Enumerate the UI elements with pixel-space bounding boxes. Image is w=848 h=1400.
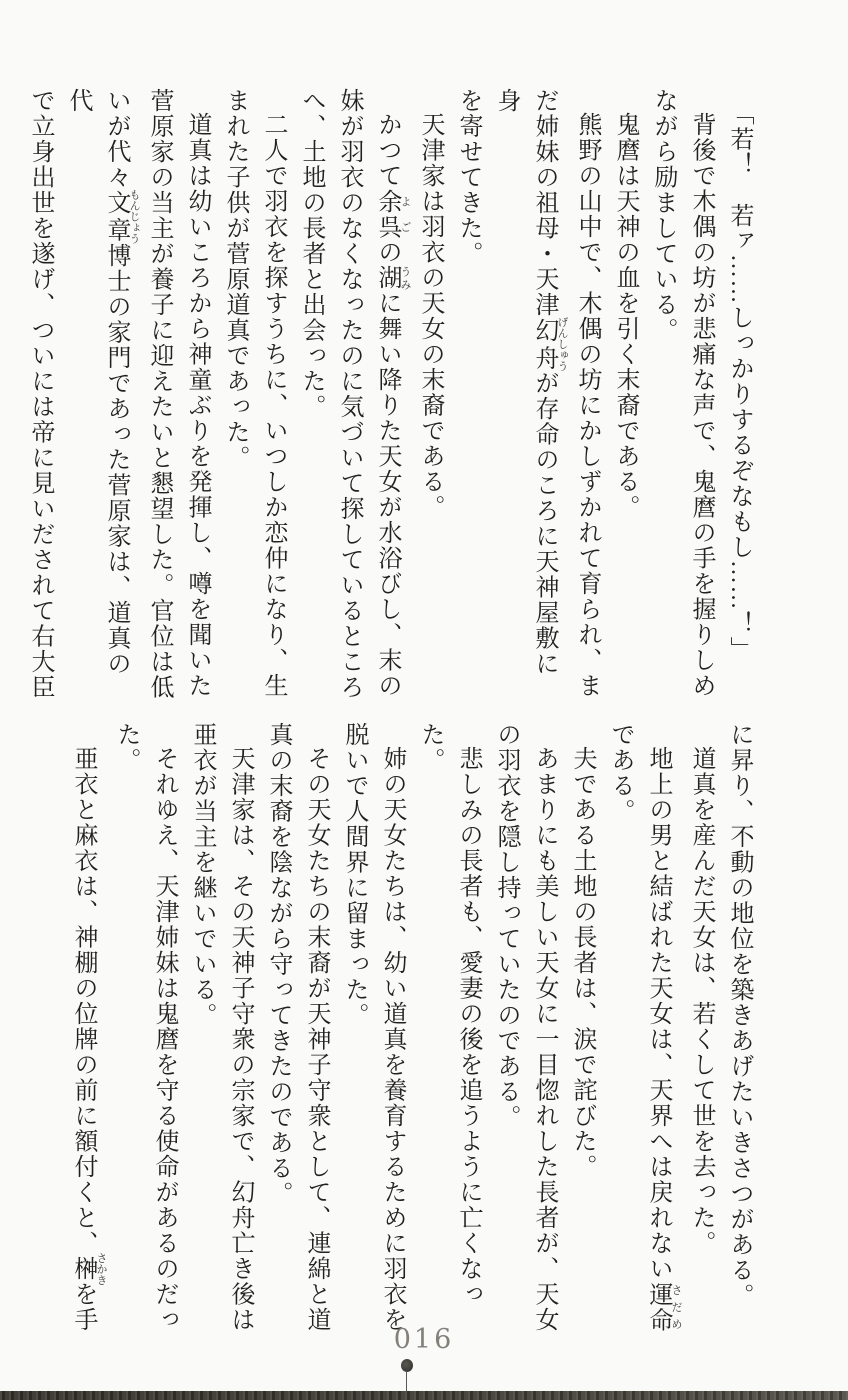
ruby-annotated-word: 幻舟 げんしゅう — [531, 316, 568, 372]
text-column: 「若！ 若ァ……しっかりするぞなもし……！」 — [726, 101, 752, 663]
text-column: それゆえ、天津姉妹は鬼麿を守る使命があるのだっ — [151, 746, 177, 1333]
text-column: を寄せてきた。 — [455, 88, 481, 267]
text-column: の羽衣を隠し持っていたのである。 — [493, 722, 519, 1130]
text-column: 天津家は羽衣の天女の末裔である。 — [417, 112, 443, 520]
text-column: その天女たちの末裔が天神子守衆として、連綿と道 — [303, 746, 329, 1333]
text-column: 背後で木偶の坊が悲痛な声で、鬼麿の手を握りしめ — [688, 112, 714, 699]
text-column: いが代々文章 もんじょう博士の家門であった菅原家は、道真の代 — [65, 88, 140, 677]
text-column: 鬼麿は天神の血を引く末裔である。 — [612, 112, 638, 520]
text-column: まれた子供が菅原道真であった。 — [222, 88, 248, 471]
ruby-annotated-word: 文章 もんじょう — [103, 189, 140, 244]
text-column: 地上の男と結ばれた天女は、天界へは戻れない運命 さだめ — [645, 746, 682, 1333]
text-column: ながら励ましている。 — [650, 88, 676, 343]
text-column: 姉の天女たちは、幼い道真を養育するために羽衣を — [379, 746, 405, 1333]
ruby-annotated-word: 榊 さかき — [70, 1252, 107, 1286]
text-column: 脱いで人間界に留まった。 — [341, 722, 367, 1028]
text-column: 亜衣が当主を継いでいる。 — [189, 722, 215, 1028]
text-block-bottom — [64, 722, 758, 1336]
page-number: 016 — [393, 1324, 455, 1355]
text-column: かつて余呉 よごの湖 うみに舞い降りた天女が水浴びし、末の — [374, 112, 411, 699]
text-column: 菅原家の当主が養子に迎えたいと懇望した。官位は低 — [146, 88, 172, 700]
text-column: へ、土地の長者と出会った。 — [298, 88, 324, 420]
text-column: 夫である土地の長者は、涙で詫びた。 — [569, 746, 595, 1180]
text-column: 亜衣と麻衣は、神棚の位牌の前に額付くと、榊 さかきを手 — [70, 746, 107, 1333]
text-column: た。 — [113, 722, 139, 773]
ruby-annotated-word: 余呉 よご — [374, 188, 411, 240]
ruby-annotated-word: 湖 うみ — [374, 265, 411, 291]
text-column: 熊野の山中で、木偶の坊にかしずかれて育られ、ま — [574, 112, 600, 699]
text-column: 天津家は、その天神子守衆の宗家で、幻舟亡き後は — [227, 746, 253, 1333]
text-column: に昇り、不動の地位を築きあげたいきさつがある。 — [726, 722, 752, 1309]
text-block-top — [21, 88, 758, 700]
text-column: 道真を産んだ天女は、若くして世を去った。 — [688, 746, 714, 1256]
text-column: だ姉妹の祖母・天津幻舟 げんしゅうが存命のころに天神屋敷に身 — [493, 88, 568, 677]
text-column: 道真は幼いころから神童ぶりを発揮し、噂を聞いた — [184, 112, 210, 699]
ruby-annotated-word: 運命 さだめ — [645, 1281, 682, 1333]
text-column: 真の末裔を陰ながら守ってきたのである。 — [265, 722, 291, 1207]
text-column: である。 — [607, 722, 633, 824]
text-column: 悲しみの長者も、愛妻の後を追うように亡くなった。 — [417, 722, 481, 1307]
text-column: 二人で羽衣を探すうちに、いつしか恋仲になり、生 — [260, 112, 286, 699]
footer-ornament-line — [406, 1371, 407, 1392]
page-edge-band — [0, 1391, 848, 1400]
text-column: 妹が羽衣のなくなったのに気づいて探しているところ — [336, 88, 362, 700]
text-column: で立身出世を遂げ、ついには帝に見いだされて右大臣 — [27, 88, 53, 700]
footer-ornament-dot-icon — [401, 1359, 413, 1372]
text-column: あまりにも美しい天女に一目惚れした長者が、天女 — [531, 746, 557, 1333]
